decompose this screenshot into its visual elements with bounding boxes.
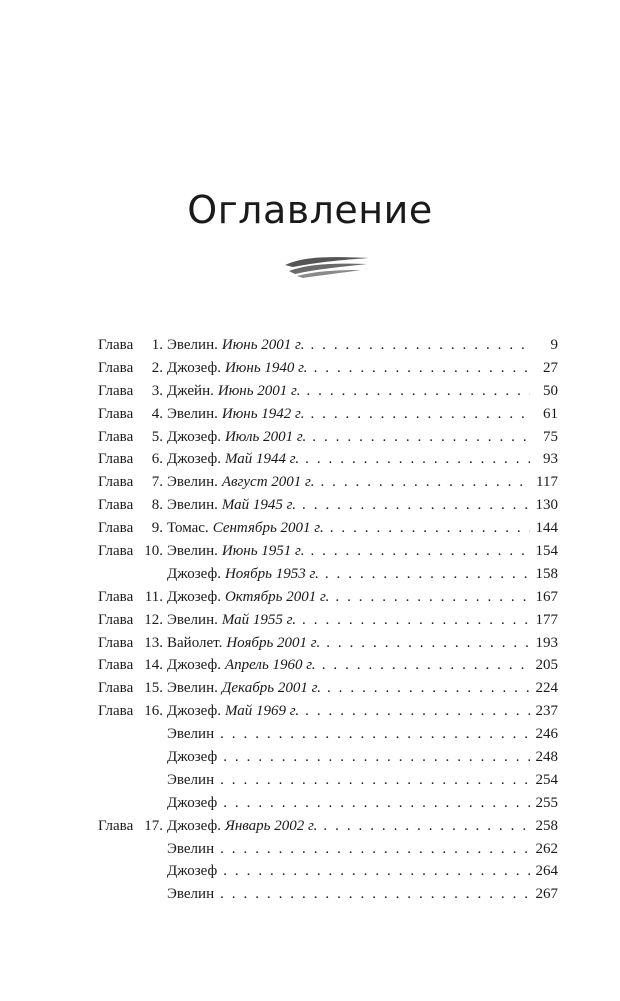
dot-leader bbox=[326, 632, 530, 655]
page-number: 248 bbox=[535, 749, 558, 766]
page-number: 254 bbox=[535, 771, 558, 788]
chapter-prefix: Глава bbox=[98, 657, 134, 674]
page-number: 224 bbox=[535, 680, 558, 697]
chapter-number: 6. bbox=[151, 451, 163, 468]
entry-title: Джозеф bbox=[167, 863, 218, 880]
entry-title: Эвелин bbox=[167, 726, 215, 743]
entry-date: Июнь 2001 г. bbox=[221, 337, 305, 353]
page-number: 27 bbox=[543, 359, 558, 376]
dot-leader bbox=[330, 517, 530, 540]
chapter-prefix: Глава bbox=[98, 817, 134, 834]
entry-title: Джозеф. bbox=[167, 817, 221, 834]
page-number: 177 bbox=[535, 611, 558, 628]
chapter-number: 11. bbox=[144, 588, 163, 605]
chapter-number: 4. bbox=[151, 405, 163, 422]
chapter-prefix: Глава bbox=[98, 634, 134, 651]
entry-date: Май 1969 г. bbox=[224, 703, 300, 720]
dot-leader bbox=[335, 586, 530, 609]
dot-leader bbox=[323, 815, 530, 838]
chapter-number: 9. bbox=[151, 520, 163, 537]
page-number: 75 bbox=[543, 428, 558, 445]
chapter-prefix: Глава bbox=[98, 474, 134, 491]
page-title: Оглавление bbox=[187, 188, 433, 232]
chapter-prefix: Глава bbox=[98, 451, 134, 468]
dot-leader bbox=[306, 380, 530, 403]
dot-leader bbox=[322, 654, 530, 677]
entry-title: Вайолет. bbox=[167, 634, 223, 651]
dot-leader bbox=[223, 792, 530, 815]
chapter-number: 13. bbox=[144, 634, 163, 651]
entry-title: Эвелин bbox=[167, 771, 215, 788]
entry-title: Эвелин. bbox=[167, 543, 218, 560]
toc-entry bbox=[98, 654, 558, 677]
chapter-number: 5. bbox=[151, 428, 163, 445]
wave-ornament-icon bbox=[283, 252, 371, 278]
page-number: 237 bbox=[535, 703, 558, 720]
entry-title: Джозеф bbox=[167, 794, 218, 811]
chapter-number: 17. bbox=[144, 817, 163, 834]
toc-entry bbox=[98, 494, 558, 517]
dot-leader bbox=[312, 426, 530, 449]
toc-entry bbox=[98, 448, 558, 471]
dot-leader bbox=[320, 471, 530, 494]
dot-leader bbox=[310, 403, 530, 426]
entry-date: Июнь 1951 г. bbox=[221, 543, 305, 560]
toc-entry bbox=[98, 471, 558, 494]
chapter-prefix: Глава bbox=[98, 543, 134, 560]
chapter-prefix: Глава bbox=[98, 611, 134, 628]
chapter-prefix: Глава bbox=[98, 428, 134, 445]
entry-title: Джозеф. bbox=[167, 451, 221, 468]
entry-date: Июнь 1942 г. bbox=[221, 405, 305, 422]
entry-title: Эвелин. bbox=[167, 497, 218, 514]
chapter-number: 2. bbox=[151, 359, 163, 376]
page-number: 167 bbox=[535, 588, 558, 605]
dot-leader bbox=[327, 677, 530, 700]
chapter-prefix: Глава bbox=[98, 337, 134, 353]
dot-leader bbox=[305, 448, 530, 471]
entry-date: Май 1944 г. bbox=[224, 451, 300, 468]
dot-leader bbox=[220, 883, 530, 906]
dot-leader bbox=[314, 357, 530, 380]
toc-entry bbox=[98, 540, 558, 563]
toc-entry bbox=[98, 723, 558, 746]
toc-entry bbox=[98, 586, 558, 609]
chapter-prefix: Глава bbox=[98, 588, 134, 605]
entry-title: Джозеф. bbox=[167, 657, 221, 674]
dot-leader bbox=[223, 860, 530, 883]
dot-leader bbox=[310, 540, 530, 563]
toc-entry bbox=[98, 746, 558, 769]
toc-entry bbox=[98, 380, 558, 403]
dot-leader bbox=[310, 334, 530, 357]
entry-title: Эвелин bbox=[167, 886, 215, 903]
toc-entry bbox=[98, 403, 558, 426]
entry-date: Январь 2002 г. bbox=[224, 817, 318, 834]
entry-title: Эвелин. bbox=[167, 680, 218, 697]
toc-entry bbox=[98, 517, 558, 540]
page-number: 262 bbox=[535, 840, 558, 857]
page-number: 264 bbox=[535, 863, 558, 880]
chapter-prefix: Глава bbox=[98, 703, 134, 720]
entry-title: Джозеф. bbox=[167, 565, 221, 582]
entry-title: Томас. bbox=[167, 520, 209, 537]
chapter-number: 1. bbox=[151, 337, 163, 353]
toc-entry bbox=[98, 334, 558, 357]
dot-leader bbox=[302, 609, 530, 632]
page-number: 154 bbox=[535, 543, 558, 560]
chapter-number: 8. bbox=[151, 497, 163, 514]
chapter-prefix: Глава bbox=[98, 520, 134, 537]
chapter-prefix: Глава bbox=[98, 497, 134, 514]
entry-title: Эвелин. bbox=[167, 337, 218, 353]
entry-date: Июнь 2001 г. bbox=[217, 382, 301, 399]
toc-entry bbox=[98, 815, 558, 838]
entry-title: Эвелин bbox=[167, 840, 215, 857]
page-number: 130 bbox=[535, 497, 558, 514]
entry-date: Июнь 1940 г. bbox=[224, 359, 308, 376]
chapter-number: 16. bbox=[144, 703, 163, 720]
entry-date: Октябрь 2001 г. bbox=[224, 588, 330, 605]
page-number: 255 bbox=[535, 794, 558, 811]
toc-entry bbox=[98, 838, 558, 861]
page-number: 144 bbox=[535, 520, 558, 537]
toc-entry bbox=[98, 563, 558, 586]
page-number: 258 bbox=[535, 817, 558, 834]
toc-entry bbox=[98, 700, 558, 723]
chapter-number: 15. bbox=[144, 680, 163, 697]
page-number: 117 bbox=[536, 474, 558, 491]
entry-title: Джозеф. bbox=[167, 703, 221, 720]
dot-leader bbox=[220, 838, 530, 861]
chapter-number: 3. bbox=[151, 382, 163, 399]
dot-leader bbox=[223, 746, 530, 769]
chapter-number: 7. bbox=[151, 474, 163, 491]
entry-date: Декабрь 2001 г. bbox=[221, 680, 321, 697]
entry-title: Эвелин. bbox=[167, 611, 218, 628]
entry-title: Джозеф. bbox=[167, 359, 221, 376]
chapter-prefix: Глава bbox=[98, 405, 134, 422]
toc-entry bbox=[98, 357, 558, 380]
toc-entry bbox=[98, 609, 558, 632]
chapter-number: 12. bbox=[144, 611, 163, 628]
chapter-prefix: Глава bbox=[98, 680, 134, 697]
toc-entry bbox=[98, 769, 558, 792]
dot-leader bbox=[302, 494, 530, 517]
toc-entry bbox=[98, 426, 558, 449]
toc-entry bbox=[98, 883, 558, 906]
dot-leader bbox=[220, 723, 530, 746]
entry-title: Эвелин. bbox=[167, 474, 218, 491]
dot-leader bbox=[305, 700, 530, 723]
entry-date: Май 1955 г. bbox=[221, 611, 297, 628]
entry-title: Джозеф. bbox=[167, 588, 221, 605]
chapter-number: 14. bbox=[144, 657, 163, 674]
page-number: 193 bbox=[535, 634, 558, 651]
entry-date: Ноябрь 2001 г. bbox=[226, 634, 321, 651]
dot-leader bbox=[325, 563, 530, 586]
toc-entry bbox=[98, 792, 558, 815]
toc-entry bbox=[98, 860, 558, 883]
page-number: 61 bbox=[543, 405, 558, 422]
chapter-number: 10. bbox=[144, 543, 163, 560]
dot-leader bbox=[220, 769, 530, 792]
entry-title: Джейн. bbox=[167, 382, 214, 399]
page-number: 93 bbox=[543, 451, 558, 468]
toc-entry bbox=[98, 632, 558, 655]
page-number: 158 bbox=[535, 565, 558, 582]
entry-date: Июль 2001 г. bbox=[224, 428, 307, 445]
entry-date: Май 1945 г. bbox=[221, 497, 297, 514]
page-number: 205 bbox=[535, 657, 558, 674]
chapter-prefix: Глава bbox=[98, 359, 134, 376]
page-number: 267 bbox=[535, 886, 558, 903]
entry-title: Джозеф bbox=[167, 749, 218, 766]
entry-date: Ноябрь 1953 г. bbox=[224, 565, 319, 582]
entry-title: Джозеф. bbox=[167, 428, 221, 445]
toc-entry bbox=[98, 677, 558, 700]
page-number: 9 bbox=[550, 337, 558, 353]
chapter-prefix: Глава bbox=[98, 382, 134, 399]
page-number: 50 bbox=[543, 382, 558, 399]
entry-title: Эвелин. bbox=[167, 405, 218, 422]
entry-date: Апрель 1960 г. bbox=[224, 657, 316, 674]
entry-date: Сентябрь 2001 г. bbox=[212, 520, 324, 537]
table-of-contents bbox=[98, 334, 558, 906]
page-number: 246 bbox=[535, 726, 558, 743]
entry-date: Август 2001 г. bbox=[221, 474, 315, 491]
